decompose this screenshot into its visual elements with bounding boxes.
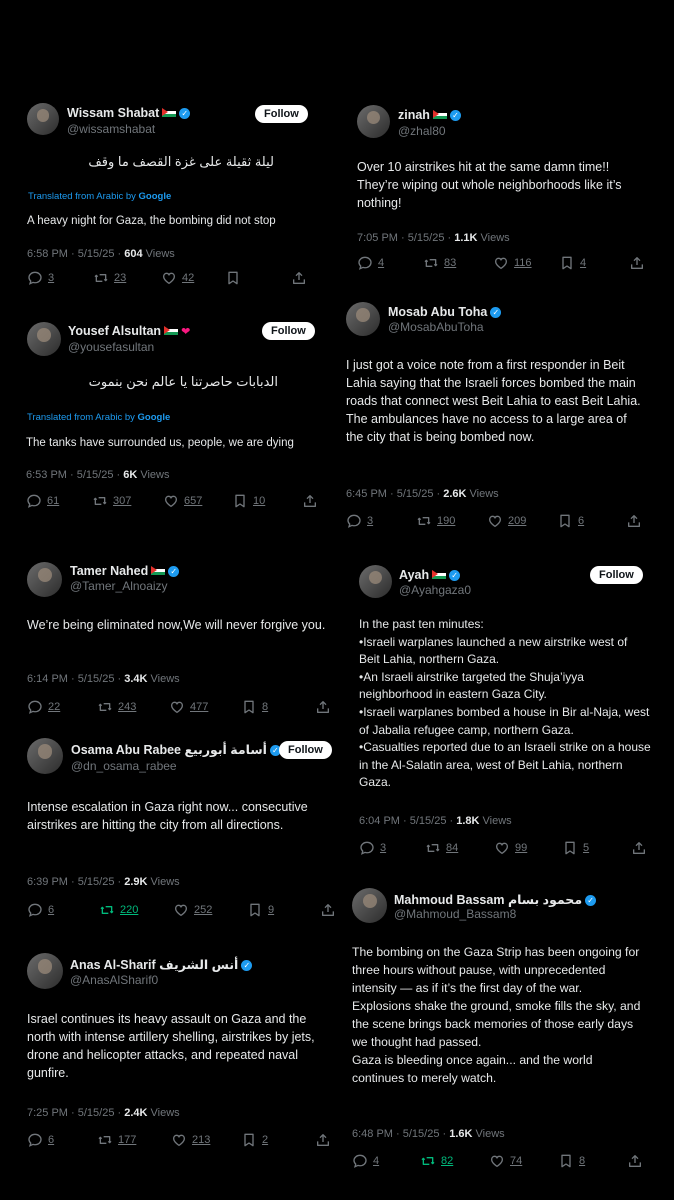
display-name[interactable]: Wissam Shabat ✓ xyxy=(67,106,190,120)
avatar[interactable] xyxy=(27,322,61,356)
share-button[interactable] xyxy=(626,513,642,529)
bookmark-icon xyxy=(247,902,263,918)
tweet-meta: 6:45 PM · 5/15/25 · 2.6K Views xyxy=(346,488,499,500)
share-icon xyxy=(315,1132,331,1148)
display-name[interactable]: Mahmoud Bassam محمود بسام ✓ xyxy=(394,892,596,907)
handle[interactable]: @dn_osama_rabee xyxy=(71,759,177,773)
tweet-arabic-text: الدبابات حاصرتنا يا عالم نحن بنموت xyxy=(88,374,278,389)
share-button[interactable] xyxy=(302,493,318,509)
reply-button[interactable]: 61 xyxy=(26,493,59,509)
reply-button[interactable]: 3 xyxy=(346,513,373,529)
display-name[interactable]: zinah ✓ xyxy=(398,108,461,122)
reply-icon xyxy=(26,493,42,509)
repost-button-active[interactable]: 82 xyxy=(420,1153,453,1169)
avatar[interactable] xyxy=(27,953,63,989)
palestine-flag-icon xyxy=(162,108,176,117)
like-button[interactable]: 116 xyxy=(493,255,532,271)
display-name-arabic: أنس الشريف xyxy=(159,958,239,972)
tweet-text: Intense escalation in Gaza right now... consecutive airstrikes are hitting the city from all directions. xyxy=(27,800,308,832)
share-icon xyxy=(631,840,647,856)
tweet-card-osama[interactable] xyxy=(16,728,344,932)
reply-icon xyxy=(359,840,375,856)
heart-icon xyxy=(487,513,503,529)
tweet-card-wissam[interactable] xyxy=(16,92,326,292)
heart-icon xyxy=(494,840,510,856)
verified-badge-icon: ✓ xyxy=(490,307,501,318)
tweet-text xyxy=(352,943,648,1087)
tweet-card-yousef[interactable] xyxy=(16,312,326,522)
tweet-line: In the past ten minutes: xyxy=(359,617,484,631)
share-button[interactable] xyxy=(315,1132,331,1148)
action-bar xyxy=(352,1153,648,1171)
handle[interactable]: @Ayahgaza0 xyxy=(399,583,472,597)
palestine-flag-icon xyxy=(433,110,447,119)
action-bar xyxy=(27,270,317,288)
share-button[interactable] xyxy=(627,1153,643,1169)
bookmark-icon xyxy=(241,1132,257,1148)
reply-icon xyxy=(352,1153,368,1169)
palestine-flag-icon xyxy=(151,566,165,575)
tweet-meta: 6:48 PM · 5/15/25 · 1.6K Views xyxy=(352,1128,505,1140)
bookmark-icon xyxy=(558,1153,574,1169)
repost-icon xyxy=(92,493,108,509)
handle[interactable]: @yousefasultan xyxy=(68,340,155,354)
tweet-text: We’re being eliminated now,We will never forgive you. xyxy=(27,618,326,632)
handle[interactable]: @wissamshabat xyxy=(67,122,156,136)
share-button[interactable] xyxy=(291,270,307,286)
reply-icon xyxy=(27,1132,43,1148)
tweet-line: •Israeli warplanes bombed a house in Bir al-Naja, west of Jabalia refugee camp, northern Gaza. xyxy=(359,704,650,737)
tweet-line: •Casualties reported due to an Israeli strike on a house in the Al-Salatin area, west of Beit Lahia, northern Gaza. xyxy=(359,740,651,790)
bookmark-button[interactable]: 4 xyxy=(559,255,586,271)
action-bar xyxy=(346,513,642,531)
verified-badge-icon: ✓ xyxy=(270,745,281,756)
tweet-card-mosab[interactable] xyxy=(335,292,655,544)
red-heart-icon: ❤ xyxy=(181,326,191,338)
repost-icon xyxy=(416,513,432,529)
tweet-meta: 6:39 PM · 5/15/25 · 2.9K Views xyxy=(27,876,180,888)
bookmark-button[interactable]: 10 xyxy=(232,493,265,509)
bookmark-icon xyxy=(241,699,257,715)
repost-button[interactable]: 83 xyxy=(423,255,456,271)
like-button[interactable]: 209 xyxy=(487,513,526,529)
tweet-text: A heavy night for Gaza, the bombing did not stop xyxy=(27,215,276,227)
tweet-meta: 6:53 PM · 5/15/25 · 6K Views xyxy=(26,469,170,481)
share-icon xyxy=(320,902,336,918)
bookmark-button[interactable]: 5 xyxy=(562,840,589,856)
reply-icon xyxy=(27,270,43,286)
handle[interactable]: @Tamer_Alnoaizy xyxy=(70,579,168,593)
tweet-meta: 6:58 PM · 5/15/25 · 604 Views xyxy=(27,248,175,260)
reply-icon xyxy=(346,513,362,529)
tweet-meta: 7:25 PM · 5/15/25 · 2.4K Views xyxy=(27,1107,180,1119)
share-button[interactable] xyxy=(629,255,645,271)
tweet-text: The tanks have surrounded us, people, we are dying xyxy=(26,437,294,449)
follow-button[interactable]: Follow xyxy=(255,105,308,123)
repost-icon xyxy=(97,699,113,715)
share-icon xyxy=(315,699,331,715)
verified-badge-icon: ✓ xyxy=(585,895,596,906)
display-name[interactable]: Ayah ✓ xyxy=(399,568,460,582)
repost-icon xyxy=(425,840,441,856)
translated-label[interactable]: Translated from Arabic by Google xyxy=(27,412,171,423)
like-button[interactable]: 99 xyxy=(494,840,527,856)
tweet-card-zinah[interactable] xyxy=(345,92,655,288)
repost-button[interactable]: 84 xyxy=(425,840,458,856)
repost-icon xyxy=(420,1153,436,1169)
tweet-line: •An Israeli airstrike targeted the Shuja’iyya neighborhood in eastern Gaza City. xyxy=(359,669,584,702)
repost-button[interactable]: 307 xyxy=(92,493,131,509)
bookmark-button[interactable]: 8 xyxy=(241,699,268,715)
tweet-line: Explosions shake the ground, smoke fills the sky, and the scene brings back memories of those early days we thought had passed. xyxy=(352,999,641,1049)
palestine-flag-icon xyxy=(164,326,178,335)
display-name[interactable]: Tamer Nahed ✓ xyxy=(70,564,179,578)
heart-icon xyxy=(173,902,189,918)
avatar[interactable] xyxy=(27,562,62,597)
tweet-line: •Israeli warplanes launched a new airstrike west of Beit Lahia, northern Gaza. xyxy=(359,634,628,667)
bookmark-icon xyxy=(557,513,573,529)
follow-button[interactable]: Follow xyxy=(279,741,332,759)
tweet-text: I just got a voice note from a first responder in Beit Lahia saying that the Israeli forces bombed the main roads that connect west Beit Lahia to east Beit Lahia. The ambulances have no access to a large area of the city that is being bombed now. xyxy=(346,358,641,444)
repost-icon xyxy=(99,902,115,918)
reply-icon xyxy=(357,255,373,271)
heart-icon xyxy=(163,493,179,509)
heart-icon xyxy=(161,270,177,286)
verified-badge-icon: ✓ xyxy=(168,566,179,577)
reply-button[interactable]: 4 xyxy=(357,255,384,271)
tweet-meta: 6:14 PM · 5/15/25 · 3.4K Views xyxy=(27,673,180,685)
handle[interactable]: @zhal80 xyxy=(398,124,446,138)
bookmark-icon xyxy=(225,270,241,286)
repost-button[interactable]: 190 xyxy=(416,513,455,529)
google-logo: Google xyxy=(137,412,171,423)
repost-icon xyxy=(97,1132,113,1148)
share-button[interactable] xyxy=(631,840,647,856)
tweet-card-anas[interactable] xyxy=(16,944,336,1156)
heart-icon xyxy=(169,699,185,715)
verified-badge-icon: ✓ xyxy=(450,110,461,121)
tweet-card-mahmoud[interactable] xyxy=(340,880,655,1180)
like-button[interactable]: 252 xyxy=(173,902,212,918)
heart-icon xyxy=(489,1153,505,1169)
repost-button[interactable]: 243 xyxy=(97,699,136,715)
bookmark-button[interactable]: 8 xyxy=(558,1153,585,1169)
display-name-arabic: أسامة أبوربيع xyxy=(184,743,267,757)
avatar[interactable] xyxy=(352,888,387,923)
avatar[interactable] xyxy=(359,565,392,598)
like-button[interactable]: 657 xyxy=(163,493,202,509)
repost-button[interactable]: 177 xyxy=(97,1132,136,1148)
reply-button[interactable]: 4 xyxy=(352,1153,379,1169)
handle[interactable]: @MosabAbuToha xyxy=(388,320,484,334)
like-button[interactable]: 477 xyxy=(169,699,208,715)
handle[interactable]: @AnasAlSharif0 xyxy=(70,973,159,987)
bookmark-icon xyxy=(562,840,578,856)
action-bar xyxy=(359,840,649,858)
display-name[interactable]: Osama Abu Rabee أسامة أبوربيع ✓ xyxy=(71,742,281,757)
share-icon xyxy=(629,255,645,271)
reply-icon xyxy=(27,902,43,918)
tweet-line: Gaza is bleeding once again... and the world continues to merely watch. xyxy=(352,1053,593,1085)
avatar[interactable] xyxy=(27,103,59,135)
verified-badge-icon: ✓ xyxy=(241,960,252,971)
bookmark-button[interactable] xyxy=(225,270,241,286)
bookmark-button[interactable]: 9 xyxy=(247,902,274,918)
reply-button[interactable]: 6 xyxy=(27,1132,54,1148)
tweet-line: The bombing on the Gaza Strip has been ongoing for three hours without pause, with unprecedented intensity — as if it’s the first day of the war. xyxy=(352,945,640,995)
display-name[interactable]: Yousef Alsultan ❤ xyxy=(68,324,191,338)
display-name-arabic: محمود بسام xyxy=(507,893,583,907)
share-icon xyxy=(627,1153,643,1169)
palestine-flag-icon xyxy=(432,570,446,579)
tweet-arabic-text: ليلة ثقيلة على غزة القصف ما وقف xyxy=(88,154,274,169)
tweet-card-ayah[interactable] xyxy=(345,556,655,874)
bookmark-button[interactable]: 6 xyxy=(557,513,584,529)
display-name[interactable]: Anas Al-Sharif أنس الشريف ✓ xyxy=(70,957,252,972)
repost-icon xyxy=(423,255,439,271)
reply-icon xyxy=(27,699,43,715)
follow-button[interactable]: Follow xyxy=(262,322,315,340)
like-button[interactable]: 74 xyxy=(489,1153,522,1169)
reply-button[interactable]: 6 xyxy=(27,902,54,918)
verified-badge-icon: ✓ xyxy=(449,570,460,581)
share-button[interactable] xyxy=(315,699,331,715)
tweet-text: Over 10 airstrikes hit at the same damn time!! They’re wiping out whole neighborhoods like it’s nothing! xyxy=(357,160,622,210)
display-name[interactable]: Mosab Abu Toha ✓ xyxy=(388,305,501,319)
reply-button[interactable]: 3 xyxy=(359,840,386,856)
handle[interactable]: @Mahmoud_Bassam8 xyxy=(394,907,517,921)
heart-icon xyxy=(493,255,509,271)
tweet-meta: 6:04 PM · 5/15/25 · 1.8K Views xyxy=(359,815,512,827)
action-bar xyxy=(27,902,337,920)
action-bar xyxy=(26,493,321,511)
share-button[interactable] xyxy=(320,902,336,918)
reply-button[interactable]: 3 xyxy=(27,270,54,286)
tweet-text: Israel continues its heavy assault on Gaza and the north with intense artillery shelling, airstrikes by jets, drone and helicopter attacks, and repeated naval gunfire. xyxy=(27,1012,315,1080)
avatar[interactable] xyxy=(357,105,390,138)
translated-label[interactable]: Translated from Arabic by Google xyxy=(28,191,172,202)
google-logo: Google xyxy=(138,191,172,202)
tweet-meta: 7:05 PM · 5/15/25 · 1.1K Views xyxy=(357,232,510,244)
action-bar xyxy=(357,255,647,273)
tweet-card-tamer[interactable] xyxy=(16,552,336,722)
like-button[interactable]: 42 xyxy=(161,270,194,286)
like-button[interactable]: 213 xyxy=(171,1132,210,1148)
heart-icon xyxy=(171,1132,187,1148)
verified-badge-icon: ✓ xyxy=(179,108,190,119)
reply-button[interactable]: 22 xyxy=(27,699,60,715)
avatar[interactable] xyxy=(346,302,380,336)
share-icon xyxy=(291,270,307,286)
repost-icon xyxy=(93,270,109,286)
action-bar xyxy=(27,1132,327,1150)
share-icon xyxy=(302,493,318,509)
repost-button[interactable]: 23 xyxy=(93,270,126,286)
tweet-text xyxy=(359,616,651,792)
action-bar xyxy=(27,699,332,717)
repost-button-active[interactable]: 220 xyxy=(99,902,138,918)
bookmark-icon xyxy=(232,493,248,509)
avatar[interactable] xyxy=(27,738,63,774)
bookmark-icon xyxy=(559,255,575,271)
bookmark-button[interactable]: 2 xyxy=(241,1132,268,1148)
follow-button[interactable]: Follow xyxy=(590,566,643,584)
share-icon xyxy=(626,513,642,529)
